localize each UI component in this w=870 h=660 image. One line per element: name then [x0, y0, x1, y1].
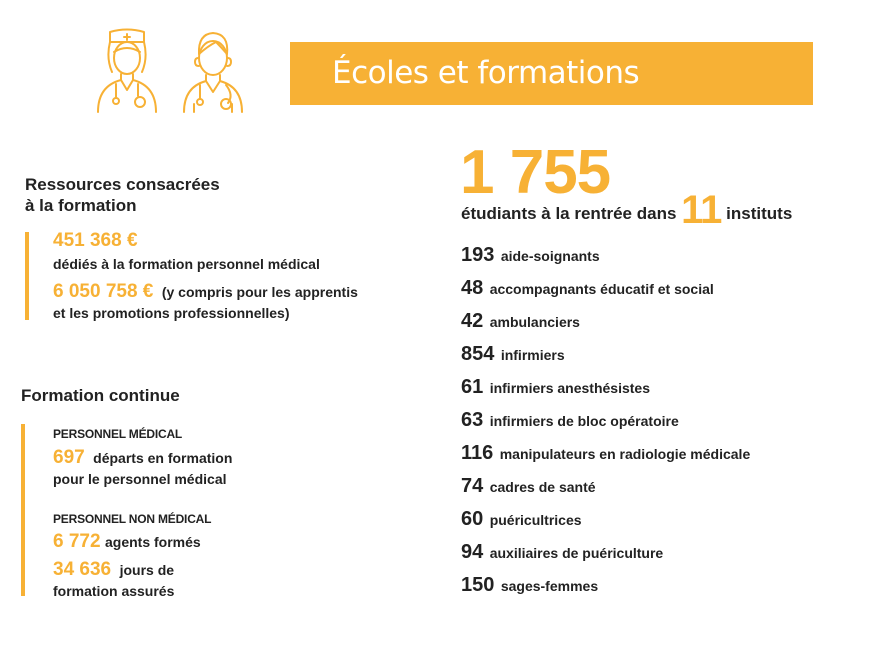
continuing-title: Formation continue: [21, 386, 180, 405]
institutes-count: 11: [681, 188, 722, 232]
list-item: [461, 508, 750, 541]
item-count: 854: [461, 343, 495, 365]
medical-departures-number: 697: [53, 447, 85, 468]
students-summary: [461, 188, 792, 233]
item-label: accompagnants éducatif et social: [489, 281, 714, 297]
list-item: [461, 574, 750, 607]
item-count: 61: [461, 376, 484, 398]
amount-total-row: [53, 281, 358, 303]
days-text-b: formation assurés: [53, 583, 175, 599]
medical-row: [53, 447, 232, 469]
item-label: manipulateurs en radiologie médicale: [499, 446, 751, 462]
medical-departures-text-b: pour le personnel médical: [53, 471, 227, 487]
item-count: 150: [461, 574, 495, 596]
page-title: Écoles et formations: [332, 55, 640, 91]
amount-medical: 451 368 €: [53, 230, 138, 251]
header-banner: [290, 42, 813, 105]
students-list: [461, 244, 750, 607]
item-count: 48: [461, 277, 484, 299]
item-count: 116: [461, 442, 494, 464]
item-label: infirmiers anesthésistes: [489, 380, 650, 396]
item-label: auxiliaires de puériculture: [489, 545, 664, 561]
item-label: puéricultrices: [489, 512, 582, 528]
amount-medical-text: dédiés à la formation personnel médical: [53, 256, 320, 272]
agents-number: 6 772: [53, 531, 101, 552]
list-item: [461, 541, 750, 574]
students-text-after: instituts: [726, 204, 793, 223]
item-count: 42: [461, 310, 484, 332]
medical-departures-text-a: départs en formation: [93, 450, 233, 466]
item-label: infirmiers: [500, 347, 565, 363]
item-count: 63: [461, 409, 484, 431]
item-count: 60: [461, 508, 484, 530]
resources-title: [25, 174, 220, 216]
item-label: infirmiers de bloc opératoire: [489, 413, 679, 429]
amount-total-text-a: (y compris pour les apprentis: [161, 284, 358, 300]
list-item: [461, 244, 750, 277]
doctor-icon: [184, 33, 242, 112]
days-text-a: jours de: [119, 562, 175, 578]
list-item: [461, 277, 750, 310]
continuing-accent-bar: [21, 424, 25, 596]
days-number: 34 636: [53, 559, 112, 580]
list-item: [461, 475, 750, 508]
item-count: 94: [461, 541, 484, 563]
resources-accent-bar: [25, 232, 29, 320]
list-item: [461, 442, 750, 475]
item-count: 193: [461, 244, 495, 266]
list-item: [461, 409, 750, 442]
amount-total-text-b: et les promotions professionnelles): [53, 305, 290, 321]
resources-title-line2: à la formation: [25, 196, 137, 215]
agents-row: [53, 531, 201, 553]
list-item: [461, 376, 750, 409]
days-row: [53, 559, 174, 581]
nurse-icon: [98, 30, 156, 113]
agents-text: agents formés: [105, 534, 201, 550]
list-item: [461, 343, 750, 376]
item-label: aide-soignants: [500, 248, 600, 264]
nonmedical-caption: PERSONNEL NON MÉDICAL: [53, 512, 212, 526]
item-label: ambulanciers: [489, 314, 580, 330]
nurse-and-doctor-icon: [96, 28, 248, 114]
list-item: [461, 310, 750, 343]
item-count: 74: [461, 475, 484, 497]
item-label: sages-femmes: [500, 578, 599, 594]
resources-title-line1: Ressources consacrées: [25, 175, 220, 194]
item-label: cadres de santé: [489, 479, 596, 495]
medical-caption: PERSONNEL MÉDICAL: [53, 427, 183, 441]
students-text-before: étudiants à la rentrée dans: [461, 204, 677, 223]
amount-total: 6 050 758 €: [53, 281, 154, 302]
students-total: 1 755: [460, 138, 611, 207]
